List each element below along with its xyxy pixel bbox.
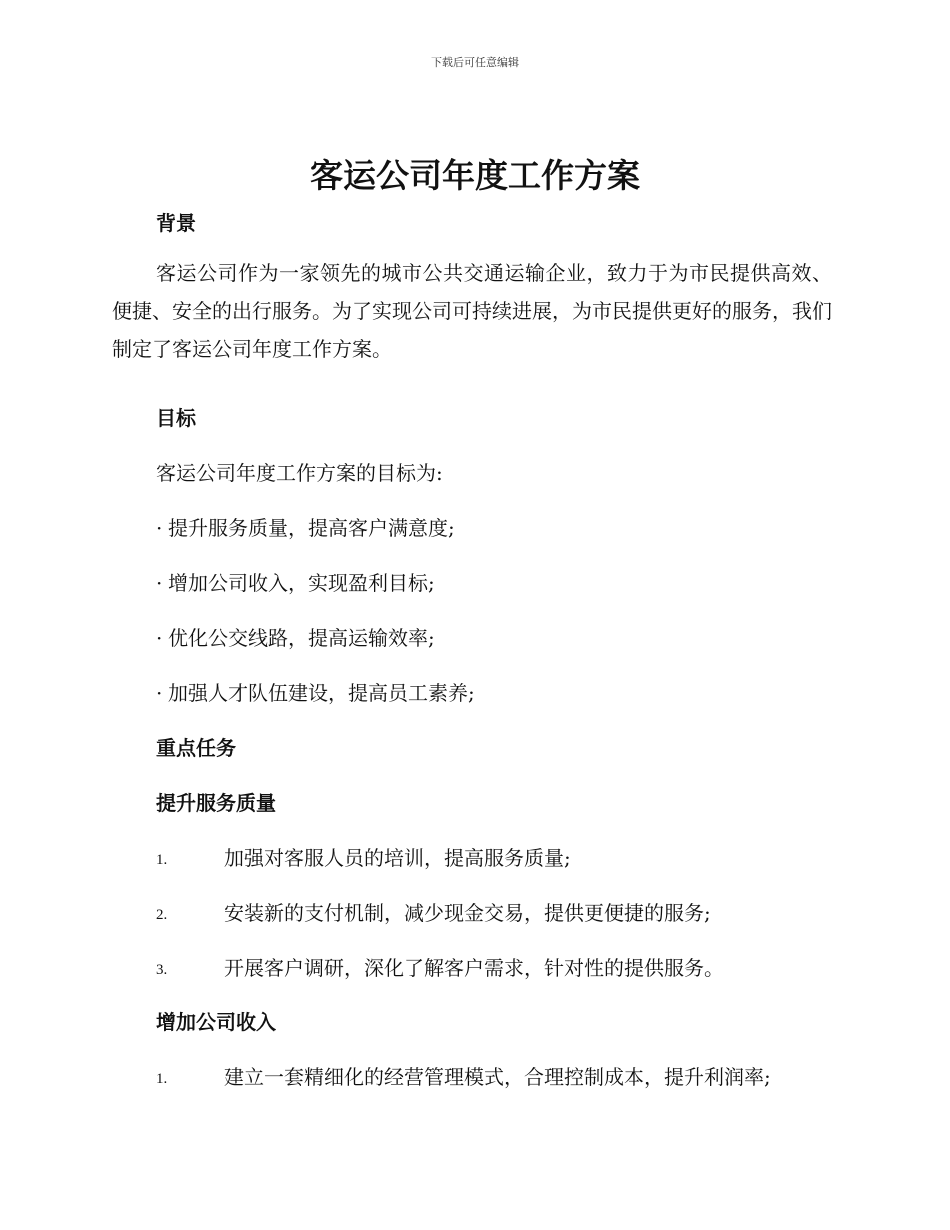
bullet-marker: · bbox=[156, 626, 163, 650]
goals-intro: 客运公司年度工作方案的目标为: bbox=[156, 461, 443, 485]
bullet-marker: · bbox=[156, 516, 163, 540]
list-number: 1. bbox=[156, 852, 168, 868]
section-heading-goals: 目标 bbox=[156, 406, 196, 430]
document-title: 客运公司年度工作方案 bbox=[310, 156, 640, 195]
goals-list-item bbox=[156, 567, 435, 596]
list-number: 1. bbox=[156, 1071, 168, 1087]
page-header-note: 下载后可任意编辑 bbox=[431, 56, 519, 69]
list-item-text: 建立一套精细化的经营管理模式，合理控制成本，提升利润率; bbox=[224, 1065, 771, 1089]
goal-item-text: 提升服务质量，提高客户满意度; bbox=[168, 516, 455, 540]
list-item-text: 安装新的支付机制，减少现金交易，提供更便捷的服务; bbox=[224, 901, 711, 925]
section-heading-background: 背景 bbox=[156, 211, 196, 235]
bullet-marker: · bbox=[156, 571, 163, 595]
numbered-list-item bbox=[156, 952, 724, 981]
section-heading-key-tasks: 重点任务 bbox=[156, 736, 236, 760]
list-item-text: 加强对客服人员的培训，提高服务质量; bbox=[224, 846, 571, 870]
list-item-text: 开展客户调研，深化了解客户需求，针对性的提供服务。 bbox=[224, 956, 724, 980]
list-number: 2. bbox=[156, 907, 168, 923]
goal-item-text: 加强人才队伍建设，提高员工素养; bbox=[168, 681, 475, 705]
goals-list-item bbox=[156, 677, 475, 706]
goals-list-item bbox=[156, 622, 435, 651]
numbered-list-item bbox=[156, 897, 711, 926]
background-paragraph: 客运公司作为一家领先的城市公共交通运输企业，致力于为市民提供高效、便捷、安全的出行服务。为了实现公司可持续进展，为市民提供更好的服务，我们制定了客运公司年度工作方案。 bbox=[112, 261, 832, 361]
bullet-marker: · bbox=[156, 681, 163, 705]
subsection-heading-increase-revenue: 增加公司收入 bbox=[156, 1010, 276, 1034]
numbered-list-item bbox=[156, 1061, 771, 1090]
goal-item-text: 优化公交线路，提高运输效率; bbox=[168, 626, 435, 650]
subsection-heading-service-quality: 提升服务质量 bbox=[156, 791, 276, 815]
numbered-list-item bbox=[156, 842, 571, 871]
goal-item-text: 增加公司收入，实现盈利目标; bbox=[168, 571, 435, 595]
list-number: 3. bbox=[156, 962, 168, 978]
goals-list-item bbox=[156, 512, 455, 541]
